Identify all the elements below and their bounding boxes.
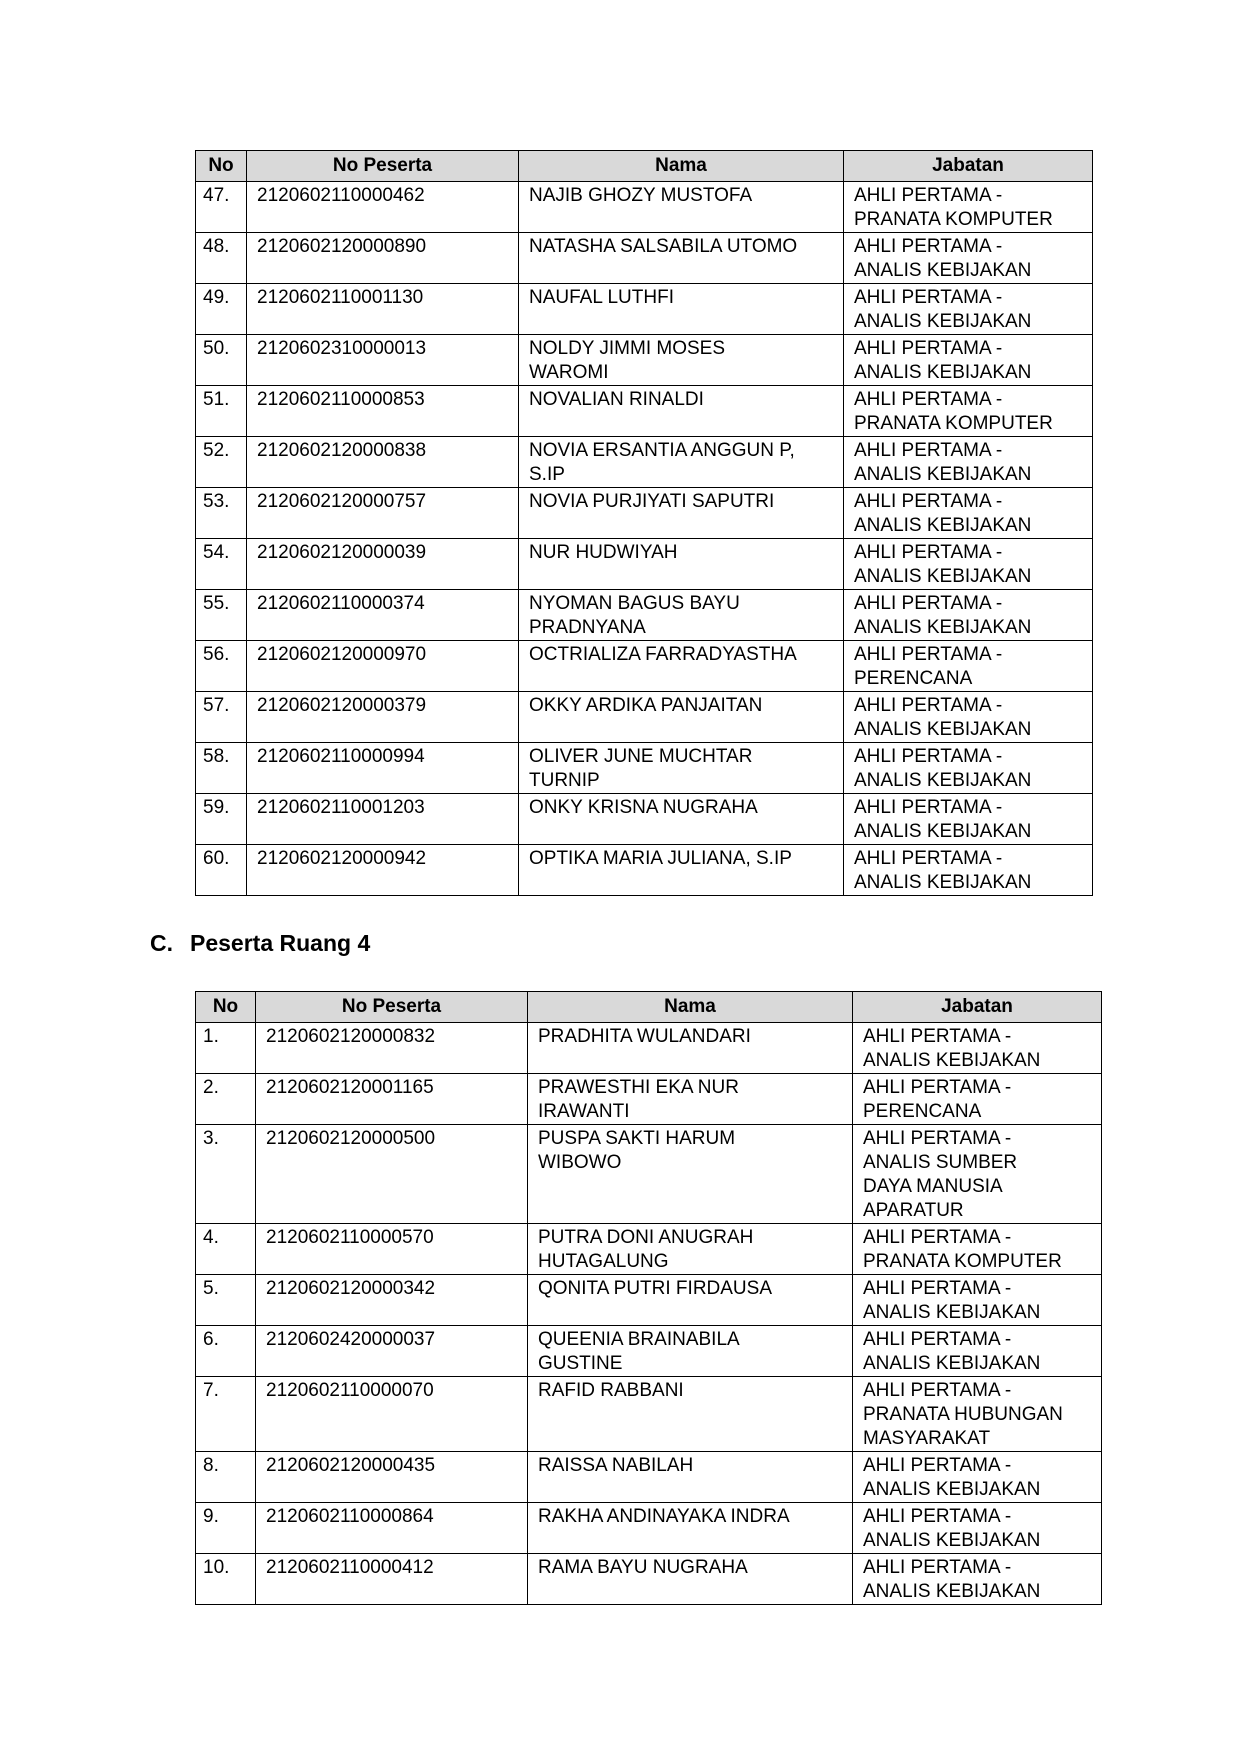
- participant-number: 2120602120001165: [266, 1077, 434, 1098]
- participant-position-cell: [853, 1125, 1102, 1224]
- participants-table-room-4: [195, 991, 1102, 1605]
- participant-number: 2120602110001130: [257, 287, 424, 308]
- participant-name: OCTRIALIZA FARRADYASTHA: [529, 644, 797, 665]
- participant-number: 2120602110000374: [257, 593, 425, 614]
- participant-position-cell: [844, 539, 1093, 590]
- table-row: [196, 1554, 1102, 1605]
- participant-name: NOVALIAN RINALDI: [529, 389, 704, 410]
- header-position: Jabatan: [844, 151, 1093, 182]
- participant-number-cell: [247, 488, 519, 539]
- participant-position: AHLI PERTAMA - PRANATA KOMPUTER: [863, 1227, 1062, 1272]
- participant-position: AHLI PERTAMA - ANALIS KEBIJAKAN: [863, 1557, 1041, 1602]
- participant-name: RAMA BAYU NUGRAHA: [538, 1557, 748, 1578]
- row-number-cell: [196, 437, 247, 488]
- participant-position: AHLI PERTAMA - ANALIS KEBIJAKAN: [863, 1278, 1041, 1323]
- row-number-cell: [196, 386, 247, 437]
- participant-position-cell: [844, 488, 1093, 539]
- participant-position-cell: [853, 1503, 1102, 1554]
- participant-name-cell: [519, 590, 844, 641]
- header-participant-number: No Peserta: [256, 992, 528, 1023]
- participant-name-cell: [519, 641, 844, 692]
- table-row: [196, 1377, 1102, 1452]
- participant-name: ONKY KRISNA NUGRAHA: [529, 797, 758, 818]
- row-number-cell: [196, 233, 247, 284]
- participant-name-cell: [528, 1326, 853, 1377]
- row-number: 7.: [203, 1380, 219, 1401]
- row-number-cell: [196, 1326, 256, 1377]
- participant-number-cell: [256, 1224, 528, 1275]
- participant-position: AHLI PERTAMA - ANALIS KEBIJAKAN: [854, 236, 1032, 281]
- row-number-cell: [196, 488, 247, 539]
- participant-name-cell: [519, 182, 844, 233]
- participant-number: 2120602110000864: [266, 1506, 434, 1527]
- row-number: 56.: [203, 644, 230, 665]
- row-number-cell: [196, 743, 247, 794]
- table-row: [196, 284, 1093, 335]
- participant-position: AHLI PERTAMA - ANALIS KEBIJAKAN: [854, 542, 1032, 587]
- participant-name: QONITA PUTRI FIRDAUSA: [538, 1278, 773, 1299]
- table-row: [196, 1023, 1102, 1074]
- participant-position-cell: [844, 641, 1093, 692]
- participant-name-cell: [519, 743, 844, 794]
- participant-number: 2120602120000435: [266, 1455, 436, 1476]
- table-row: [196, 845, 1093, 896]
- participant-position-cell: [853, 1452, 1102, 1503]
- participant-name-cell: [519, 845, 844, 896]
- row-number: 9.: [203, 1506, 219, 1527]
- participant-name-cell: [528, 1452, 853, 1503]
- row-number: 50.: [203, 338, 230, 359]
- participant-number-cell: [256, 1326, 528, 1377]
- row-number-cell: [196, 845, 247, 896]
- participant-name: OKKY ARDIKA PANJAITAN: [529, 695, 763, 716]
- participant-name-cell: [519, 437, 844, 488]
- table-row: [196, 1503, 1102, 1554]
- row-number-cell: [196, 1224, 256, 1275]
- participant-number-cell: [247, 692, 519, 743]
- participant-position-cell: [844, 437, 1093, 488]
- participant-number: 2120602110001203: [257, 797, 425, 818]
- participant-position-cell: [853, 1554, 1102, 1605]
- participant-position-cell: [844, 743, 1093, 794]
- participant-name-cell: [528, 1275, 853, 1326]
- participant-position: AHLI PERTAMA - ANALIS KEBIJAKAN: [854, 287, 1032, 332]
- row-number: 4.: [203, 1227, 219, 1248]
- participant-position: AHLI PERTAMA - ANALIS KEBIJAKAN: [863, 1506, 1041, 1551]
- row-number-cell: [196, 335, 247, 386]
- row-number-cell: [196, 1377, 256, 1452]
- table-row: [196, 335, 1093, 386]
- participant-position-cell: [844, 233, 1093, 284]
- participant-number-cell: [247, 641, 519, 692]
- table-row: [196, 1452, 1102, 1503]
- participant-position: AHLI PERTAMA - PERENCANA: [863, 1077, 1012, 1122]
- participant-name: NOLDY JIMMI MOSES WAROMI: [529, 338, 726, 383]
- participant-name: PRADHITA WULANDARI: [538, 1026, 751, 1047]
- header-name: Nama: [528, 992, 853, 1023]
- row-number: 59.: [203, 797, 230, 818]
- row-number-cell: [196, 1554, 256, 1605]
- table-row: [196, 1224, 1102, 1275]
- participant-name: PUTRA DONI ANUGRAH HUTAGALUNG: [538, 1227, 754, 1272]
- participant-number-cell: [256, 1125, 528, 1224]
- row-number: 3.: [203, 1128, 219, 1149]
- table-row: [196, 794, 1093, 845]
- participant-position-cell: [853, 1377, 1102, 1452]
- participant-name-cell: [528, 1224, 853, 1275]
- participant-name: QUEENIA BRAINABILA GUSTINE: [538, 1329, 740, 1374]
- participant-number: 2120602120000379: [257, 695, 427, 716]
- participant-number: 2120602110000070: [266, 1380, 434, 1401]
- participant-name: OPTIKA MARIA JULIANA, S.IP: [529, 848, 792, 869]
- participant-position-cell: [844, 794, 1093, 845]
- participant-name-cell: [528, 1377, 853, 1452]
- participant-name: NOVIA ERSANTIA ANGGUN P, S.IP: [529, 440, 795, 485]
- participant-number-cell: [256, 1074, 528, 1125]
- row-number: 57.: [203, 695, 230, 716]
- table-header-row: [196, 992, 1102, 1023]
- participant-number: 2120602110000462: [257, 185, 425, 206]
- row-number: 54.: [203, 542, 230, 563]
- table-row: [196, 233, 1093, 284]
- participant-number: 2120602110000994: [257, 746, 425, 767]
- row-number: 52.: [203, 440, 230, 461]
- participant-position: AHLI PERTAMA - PRANATA KOMPUTER: [854, 389, 1053, 434]
- participant-number: 2120602120000890: [257, 236, 427, 257]
- participant-number: 2120602120000500: [266, 1128, 436, 1149]
- participant-name-cell: [528, 1023, 853, 1074]
- section-title: Peserta Ruang 4: [190, 930, 371, 956]
- participant-number-cell: [247, 845, 519, 896]
- participant-name-cell: [528, 1554, 853, 1605]
- participant-position: AHLI PERTAMA - ANALIS KEBIJAKAN: [854, 338, 1032, 383]
- participant-position: AHLI PERTAMA - ANALIS KEBIJAKAN: [863, 1329, 1041, 1374]
- row-number-cell: [196, 1074, 256, 1125]
- table-row: [196, 539, 1093, 590]
- participant-number-cell: [256, 1023, 528, 1074]
- row-number-cell: [196, 1275, 256, 1326]
- header-participant-number: No Peserta: [247, 151, 519, 182]
- row-number: 53.: [203, 491, 230, 512]
- table-row: [196, 182, 1093, 233]
- header-position: Jabatan: [853, 992, 1102, 1023]
- participant-name: RAISSA NABILAH: [538, 1455, 694, 1476]
- table-body: [196, 1023, 1102, 1605]
- participant-position-cell: [853, 1224, 1102, 1275]
- participant-number-cell: [247, 590, 519, 641]
- participant-position-cell: [844, 284, 1093, 335]
- participant-position: AHLI PERTAMA - ANALIS KEBIJAKAN: [854, 491, 1032, 536]
- participant-position-cell: [844, 692, 1093, 743]
- row-number-cell: [196, 284, 247, 335]
- participant-number: 2120602110000570: [266, 1227, 434, 1248]
- participant-name-cell: [519, 284, 844, 335]
- table-row: [196, 743, 1093, 794]
- participant-number-cell: [247, 539, 519, 590]
- table-row: [196, 1275, 1102, 1326]
- participant-position: AHLI PERTAMA - ANALIS KEBIJAKAN: [854, 746, 1032, 791]
- table-row: [196, 1125, 1102, 1224]
- participant-name: NYOMAN BAGUS BAYU PRADNYANA: [529, 593, 740, 638]
- participant-number: 2120602120000942: [257, 848, 427, 869]
- participant-number: 2120602120000832: [266, 1026, 436, 1047]
- participant-number-cell: [247, 284, 519, 335]
- row-number: 1.: [203, 1026, 219, 1047]
- participant-position-cell: [853, 1275, 1102, 1326]
- row-number: 5.: [203, 1278, 219, 1299]
- participant-name: NUR HUDWIYAH: [529, 542, 678, 563]
- row-number: 60.: [203, 848, 230, 869]
- participant-name-cell: [519, 794, 844, 845]
- participant-position-cell: [853, 1326, 1102, 1377]
- participant-name: PUSPA SAKTI HARUM WIBOWO: [538, 1128, 736, 1173]
- participant-position: AHLI PERTAMA - PERENCANA: [854, 644, 1003, 689]
- participant-number-cell: [247, 743, 519, 794]
- participant-position: AHLI PERTAMA - PRANATA HUBUNGAN MASYARAKAT: [863, 1380, 1063, 1449]
- row-number: 49.: [203, 287, 230, 308]
- participant-number: 2120602110000412: [266, 1557, 434, 1578]
- participant-number: 2120602420000037: [266, 1329, 436, 1350]
- participant-number: 2120602120000342: [266, 1278, 436, 1299]
- participant-name: NATASHA SALSABILA UTOMO: [529, 236, 798, 257]
- row-number-cell: [196, 1452, 256, 1503]
- row-number-cell: [196, 1023, 256, 1074]
- row-number-cell: [196, 641, 247, 692]
- header-name: Nama: [519, 151, 844, 182]
- participant-position-cell: [844, 335, 1093, 386]
- participant-name-cell: [519, 335, 844, 386]
- participant-name-cell: [519, 539, 844, 590]
- header-no: No: [196, 151, 247, 182]
- participant-position-cell: [844, 590, 1093, 641]
- participant-position: AHLI PERTAMA - ANALIS KEBIJAKAN: [854, 593, 1032, 638]
- table-row: [196, 692, 1093, 743]
- participant-number-cell: [256, 1275, 528, 1326]
- participant-position: AHLI PERTAMA - ANALIS KEBIJAKAN: [854, 440, 1032, 485]
- participant-number: 2120602120000970: [257, 644, 427, 665]
- row-number-cell: [196, 1125, 256, 1224]
- participants-table-room-3: [195, 150, 1093, 896]
- participant-name: PRAWESTHI EKA NUR IRAWANTI: [538, 1077, 739, 1122]
- participant-name: NOVIA PURJIYATI SAPUTRI: [529, 491, 775, 512]
- participant-position: AHLI PERTAMA - PRANATA KOMPUTER: [854, 185, 1053, 230]
- participant-number: 2120602310000013: [257, 338, 427, 359]
- participant-name: RAFID RABBANI: [538, 1380, 684, 1401]
- participant-number-cell: [256, 1503, 528, 1554]
- participant-position: AHLI PERTAMA - ANALIS SUMBER DAYA MANUSIA APARATUR: [863, 1128, 1018, 1221]
- participant-name: NAUFAL LUTHFI: [529, 287, 674, 308]
- participant-position: AHLI PERTAMA - ANALIS KEBIJAKAN: [863, 1026, 1041, 1071]
- row-number-cell: [196, 1503, 256, 1554]
- participant-position-cell: [844, 386, 1093, 437]
- participant-number-cell: [247, 335, 519, 386]
- table-body: [196, 182, 1093, 896]
- participant-position-cell: [853, 1023, 1102, 1074]
- participant-name-cell: [528, 1125, 853, 1224]
- table-header-row: [196, 151, 1093, 182]
- table-row: [196, 590, 1093, 641]
- table-row: [196, 1074, 1102, 1125]
- participant-name-cell: [519, 386, 844, 437]
- row-number: 47.: [203, 185, 230, 206]
- participant-number: 2120602110000853: [257, 389, 425, 410]
- participant-position: AHLI PERTAMA - ANALIS KEBIJAKAN: [854, 695, 1032, 740]
- row-number: 6.: [203, 1329, 219, 1350]
- row-number: 2.: [203, 1077, 219, 1098]
- row-number-cell: [196, 182, 247, 233]
- table-row: [196, 437, 1093, 488]
- participant-position-cell: [844, 182, 1093, 233]
- participant-position: AHLI PERTAMA - ANALIS KEBIJAKAN: [854, 848, 1032, 893]
- row-number-cell: [196, 794, 247, 845]
- participant-position: AHLI PERTAMA - ANALIS KEBIJAKAN: [863, 1455, 1041, 1500]
- participant-position-cell: [844, 845, 1093, 896]
- participant-number-cell: [256, 1554, 528, 1605]
- header-no: No: [196, 992, 256, 1023]
- participant-number: 2120602120000838: [257, 440, 427, 461]
- section-letter: C.: [150, 930, 173, 956]
- participant-number-cell: [247, 794, 519, 845]
- row-number: 48.: [203, 236, 230, 257]
- participant-name-cell: [528, 1503, 853, 1554]
- row-number-cell: [196, 539, 247, 590]
- table-row: [196, 488, 1093, 539]
- participant-position: AHLI PERTAMA - ANALIS KEBIJAKAN: [854, 797, 1032, 842]
- participant-number: 2120602120000039: [257, 542, 427, 563]
- participant-position-cell: [853, 1074, 1102, 1125]
- table-row: [196, 386, 1093, 437]
- row-number: 8.: [203, 1455, 219, 1476]
- section-heading: [150, 930, 370, 957]
- participant-name-cell: [519, 488, 844, 539]
- participant-name: RAKHA ANDINAYAKA INDRA: [538, 1506, 790, 1527]
- participant-number: 2120602120000757: [257, 491, 427, 512]
- participant-name-cell: [528, 1074, 853, 1125]
- participant-number-cell: [247, 233, 519, 284]
- participant-name: NAJIB GHOZY MUSTOFA: [529, 185, 753, 206]
- participant-number-cell: [256, 1377, 528, 1452]
- table-row: [196, 1326, 1102, 1377]
- row-number: 51.: [203, 389, 230, 410]
- row-number-cell: [196, 590, 247, 641]
- participant-name-cell: [519, 233, 844, 284]
- row-number: 55.: [203, 593, 230, 614]
- row-number: 10.: [203, 1557, 230, 1578]
- participant-name-cell: [519, 692, 844, 743]
- participant-name: OLIVER JUNE MUCHTAR TURNIP: [529, 746, 753, 791]
- row-number-cell: [196, 692, 247, 743]
- table-row: [196, 641, 1093, 692]
- participant-number-cell: [247, 182, 519, 233]
- participant-number-cell: [256, 1452, 528, 1503]
- row-number: 58.: [203, 746, 230, 767]
- participant-number-cell: [247, 386, 519, 437]
- participant-number-cell: [247, 437, 519, 488]
